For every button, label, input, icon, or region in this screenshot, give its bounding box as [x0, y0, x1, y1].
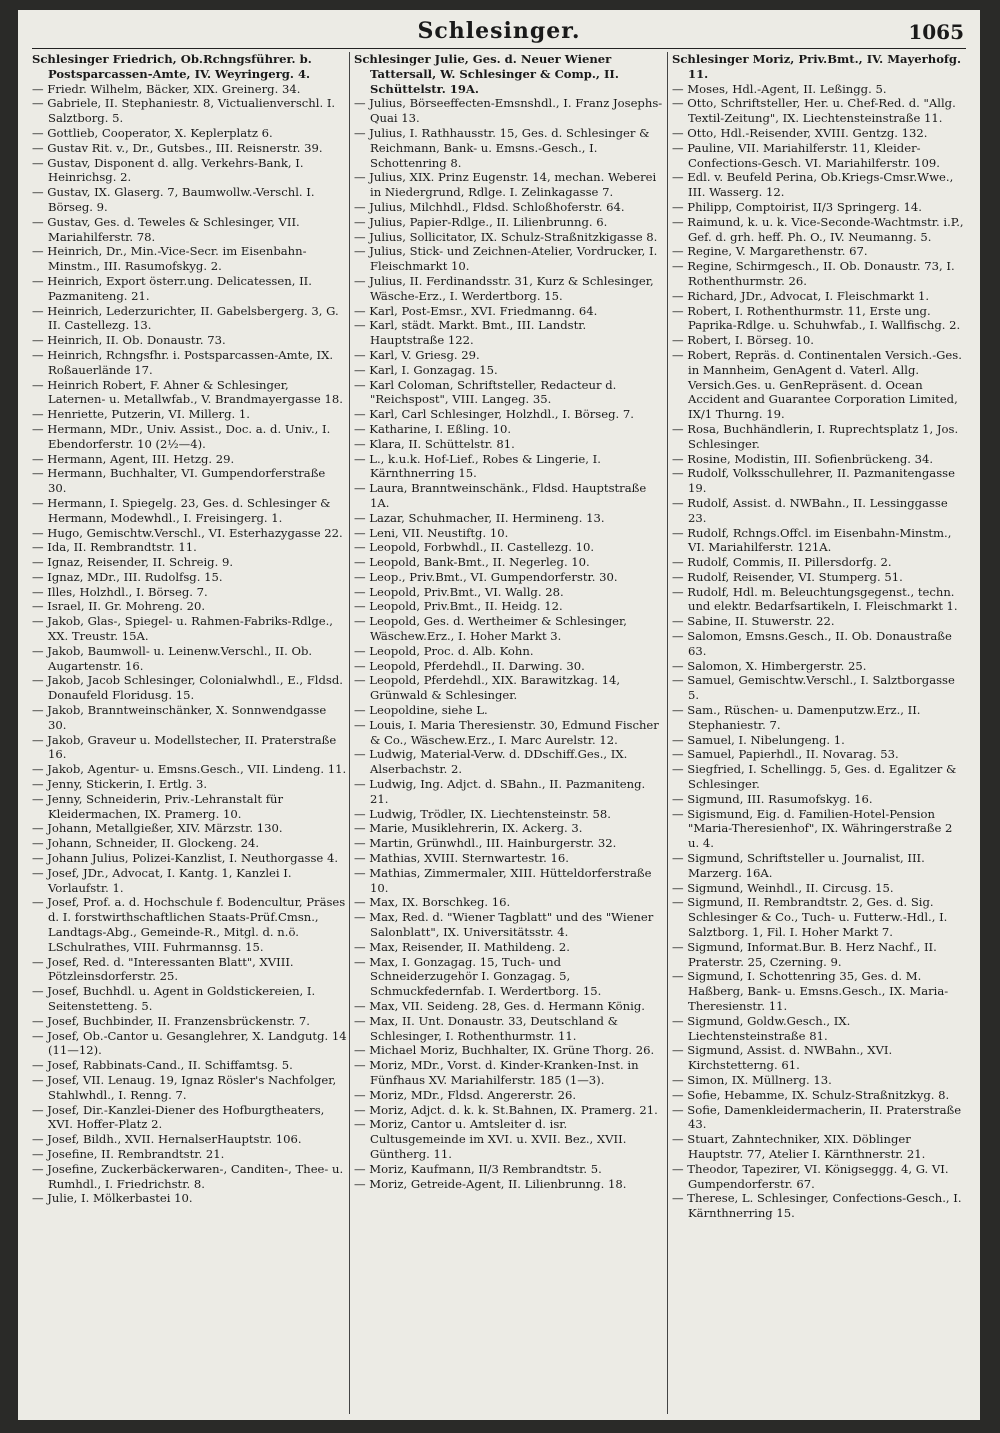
directory-entry: — Leop., Priv.Bmt., VI. Gumpendorferstr. 30. — [354, 569, 618, 584]
directory-entry: — Jakob, Jacob Schlesinger, Colonialwhdl., E., Fldsd. Donaufeld Floridusg. 15. — [32, 673, 343, 703]
directory-entry: — Israel, II. Gr. Mohreng. 20. — [32, 599, 206, 614]
directory-entry: — Otto, Hdl.-Reisender, XVIII. Gentzg. 132. — [672, 125, 928, 140]
directory-entry: — Moriz, MDr., Vorst. d. Kinder-Kranken-Inst. in Fünfhaus XV. Mariahilferstr. 185 (1—3). — [354, 1058, 639, 1087]
directory-entry: — Simon, IX. Müllnerg. 13. — [672, 1072, 832, 1087]
directory-entry: — Regine, Schirmgesch., II. Ob. Donaustr. 73, I. Rothenthurmstr. 26. — [672, 259, 955, 288]
directory-entry: — Karl, Post-Emsr., XVI. Friedmanng. 64. — [354, 303, 598, 318]
directory-entry: — Ignaz, Reisender, II. Schreig. 9. — [32, 555, 234, 570]
column-divider — [349, 52, 350, 1414]
directory-entry: — Gustav, IX. Glaserg. 7, Baumwollw.-Verschl. I. Börseg. 9. — [32, 185, 315, 214]
directory-entry: — Rudolf, Assist. d. NWBahn., II. Lessinggasse 23. — [672, 495, 948, 525]
directory-entry: — Leopold, Priv.Bmt., VI. Wallg. 28. — [354, 584, 564, 599]
directory-entry: — Julius, Papier-Rdlge., II. Lilienbrunng. 6. — [354, 214, 608, 229]
directory-page — [18, 10, 980, 1420]
directory-entry: — Julie, I. Mölkerbastei 10. — [32, 1191, 193, 1206]
directory-entry: — Moses, Hdl.-Agent, II. Leßingg. 5. — [672, 81, 887, 96]
directory-entry: — Karl, I. Gonzagag. 15. — [354, 362, 498, 377]
directory-entry: — Josef, Buchbinder, II. Franzensbrückenstr. 7. — [32, 1013, 310, 1028]
directory-entry: — Robert, Repräs. d. Continentalen Versich.-Ges. in Mannheim, GenAgent d. Vaterl. Allg. Versich.Ges. u. GenRepräsent. d. Ocean Accident and Guarantee Corporation Limited, IX/1 Thurng. 19. — [672, 347, 962, 422]
directory-entry: — Martin, Grünwhdl., III. Hainburgerstr. 32. — [354, 836, 617, 851]
directory-entry: — Sigmund, Schriftsteller u. Journalist, III. Marzerg. 16A. — [672, 851, 925, 880]
directory-entry: — Karl, V. Griesg. 29. — [354, 347, 480, 362]
directory-entry: — Sofie, Damenkleidermacherin, II. Praterstraße 43. — [672, 1102, 962, 1132]
directory-entry: — Philipp, Comptoirist, II/3 Springerg. 14. — [672, 199, 922, 214]
directory-entry: — Leopold, Pferdehdl., XIX. Barawitzkag. 14, Grünwald & Schlesinger. — [354, 673, 621, 703]
directory-entry: — Josef, Red. d. "Interessanten Blatt", XVIII. Pötzleinsdorferstr. 25. — [32, 954, 294, 984]
directory-entry: — Moriz, Adjct. d. k. k. St.Bahnen, IX. Pramerg. 21. — [354, 1102, 658, 1117]
directory-entry: — Josef, Prof. a. d. Hochschule f. Bodencultur, Präses d. I. forstwirthschaftlichen Staats-Prüf.Cmsn., Landtags-Abg., Gemeinde-R., Mitgl. d. n.ö. LSchulrathes, VIII. Fuhrmannsg. 15. — [32, 895, 346, 954]
page-title: Schlesinger. — [417, 18, 581, 44]
directory-entry: — Rudolf, Reisender, VI. Stumperg. 51. — [672, 569, 903, 584]
directory-entry: — Henriette, Putzerin, VI. Millerg. 1. — [32, 407, 250, 422]
directory-entry: — Karl, städt. Markt. Bmt., III. Landstr. Hauptstraße 122. — [354, 318, 587, 348]
directory-entry: — Katharine, I. Eßling. 10. — [354, 421, 512, 436]
directory-entry: — Johann Julius, Polizei-Kanzlist, I. Neuthorgasse 4. — [32, 851, 338, 866]
directory-entry: — Josef, Bildh., XVII. HernalserHauptstr. 106. — [32, 1132, 302, 1147]
directory-entry: — Josef, JDr., Advocat, I. Kantg. 1, Kanzlei I. Vorlaufstr. 1. — [32, 865, 292, 895]
directory-entry: Schlesinger Julie, Ges. d. Neuer Wiener Tattersall, W. Schlesinger & Comp., II. Schüttelstr. 19A. — [354, 52, 619, 96]
directory-entry: — Julius, II. Ferdinandsstr. 31, Kurz & Schlesinger, Wäsche-Erz., I. Werdertborg. 15. — [354, 273, 654, 303]
directory-entry: — Sam., Rüschen- u. Damenputzw.Erz., II. Stephaniestr. 7. — [672, 703, 921, 732]
directory-entry: — Moriz, Cantor u. Amtsleiter d. isr. Cultusgemeinde im XVI. u. XVII. Bez., XVII. Güntherg. 11. — [354, 1117, 627, 1161]
directory-entry: — Otto, Schriftsteller, Her. u. Chef-Red. d. "Allg. Textil-Zeitung", IX. Liechtensteinstraße 11. — [672, 96, 956, 126]
directory-entry: — Johann, Metallgießer, XIV. Märzstr. 130. — [32, 821, 283, 836]
directory-entry: — Sabine, II. Stuwerstr. 22. — [672, 614, 835, 629]
directory-entry: — Regine, V. Margarethenstr. 67. — [672, 244, 868, 259]
directory-entry: — Moriz, MDr., Fldsd. Angererstr. 26. — [354, 1087, 577, 1102]
directory-entry: — Heinrich, Dr., Min.-Vice-Secr. im Eisenbahn-Minstm., III. Rasumofskyg. 2. — [32, 244, 307, 274]
directory-entry: — Leopoldine, siehe L. — [354, 703, 488, 718]
directory-entry: — Leopold, Ges. d. Wertheimer & Schlesinger, Wäschew.Erz., I. Hoher Markt 3. — [354, 614, 627, 644]
directory-entry: — Karl, Carl Schlesinger, Holzhdl., I. Börseg. 7. — [354, 407, 634, 422]
directory-entry: — Max, VII. Seideng. 28, Ges. d. Hermann König. — [354, 999, 645, 1013]
column-3 — [672, 52, 964, 1414]
page-header — [18, 16, 980, 48]
directory-entry: — Josef, Buchhdl. u. Agent in Goldstickereien, I. Seitenstetteng. 5. — [32, 984, 316, 1013]
directory-entry: — Klara, II. Schüttelstr. 81. — [354, 436, 515, 451]
directory-entry: — Raimund, k. u. k. Vice-Seconde-Wachtmstr. i.P., Gef. d. grh. heff. Ph. O., IV. Neumanng. 5. — [672, 214, 964, 244]
directory-entry: — Pauline, VII. Mariahilferstr. 11, Kleider-Confections-Gesch. VI. Mariahilferstr. 109. — [672, 140, 940, 170]
directory-entry: — Hermann, MDr., Univ. Assist., Doc. a. d. Univ., I. Ebendorferstr. 10 (2½—4). — [32, 421, 331, 451]
directory-entry: — Sigmund, I. Schottenring 35, Ges. d. M. Haßberg, Bank- u. Emsns.Gesch., IX. Maria-Theresienstr. 11. — [672, 969, 949, 1013]
column-2 — [354, 52, 664, 1414]
directory-entry: — Salomon, X. Himbergerstr. 25. — [672, 658, 867, 673]
page-number: 1065 — [908, 20, 964, 44]
directory-entry: — Rudolf, Rchngs.Offcl. im Eisenbahn-Minstm., VI. Mariahilferstr. 121A. — [672, 525, 952, 555]
directory-entry: — Sigmund, III. Rasumofskyg. 16. — [672, 791, 873, 806]
directory-entry: — Leni, VII. Neustiftg. 10. — [354, 525, 509, 540]
directory-entry: — Hermann, I. Spiegelg. 23, Ges. d. Schlesinger & Hermann, Modewhdl., I. Freisingerg. 1. — [32, 495, 331, 525]
directory-entry: — Mathias, XVIII. Sternwartestr. 16. — [354, 851, 569, 866]
directory-entry: — Rosa, Buchhändlerin, I. Ruprechtsplatz 1, Jos. Schlesinger. — [672, 421, 959, 451]
directory-entry: — Gabriele, II. Stephaniestr. 8, Victualienverschl. I. Salztborg. 5. — [32, 96, 336, 126]
directory-entry: — Leopold, Bank-Bmt., II. Negerleg. 10. — [354, 555, 590, 570]
directory-entry: — Josef, VII. Lenaug. 19, Ignaz Rösler's Nachfolger, Stahlwhdl., I. Renng. 7. — [32, 1072, 337, 1102]
directory-entry: — Mathias, Zimmermaler, XIII. Hütteldorferstraße 10. — [354, 865, 652, 895]
directory-entry: Schlesinger Friedrich, Ob.Rchngsführer. b. Postsparcassen-Amte, IV. Weyringerg. 4. — [32, 52, 312, 81]
directory-entry: — Ignaz, MDr., III. Rudolfsg. 15. — [32, 569, 223, 584]
directory-entry: — Theodor, Tapezirer, VI. Königseggg. 4, G. VI. Gumpendorferstr. 67. — [672, 1161, 949, 1191]
directory-entry: — Julius, I. Rathhausstr. 15, Ges. d. Schlesinger & Reichmann, Bank- u. Emsns.-Gesch., I. Schottenring 8. — [354, 125, 650, 170]
directory-entry: — Rudolf, Hdl. m. Beleuchtungsgegenst., techn. und elektr. Bedarfsartikeln, I. Fleischmarkt 1. — [672, 584, 958, 614]
directory-entry: — Ludwig, Trödler, IX. Liechtensteinstr. 58. — [354, 806, 611, 821]
directory-entry: — Gustav, Disponent d. allg. Verkehrs-Bank, I. Heinrichsg. 2. — [32, 155, 304, 185]
directory-entry: — Richard, JDr., Advocat, I. Fleischmarkt 1. — [672, 288, 930, 303]
directory-entry: — Moriz, Getreide-Agent, II. Lilienbrunng. 18. — [354, 1176, 627, 1191]
directory-entry: — Josef, Ob.-Cantor u. Gesanglehrer, X. Landgutg. 14 (11—12). — [32, 1028, 347, 1058]
directory-entry: — Leopold, Pferdehdl., II. Darwing. 30. — [354, 658, 585, 673]
directory-entry: — Sigmund, II. Rembrandtstr. 2, Ges. d. Sig. Schlesinger & Co., Tuch- u. Futterw.-Hdl., I. Salztborg. 1, Fil. I. Hoher Markt 7. — [672, 895, 948, 940]
directory-entry: — Jakob, Agentur- u. Emsns.Gesch., VII. Lindeng. 11. — [32, 762, 347, 777]
directory-entry: — Heinrich, Lederzurichter, II. Gabelsbergerg. 3, G. II. Castellezg. 13. — [32, 303, 339, 333]
directory-entry: — Sofie, Hebamme, IX. Schulz-Straßnitzkyg. 8. — [672, 1087, 950, 1102]
directory-entry: — Hermann, Buchhalter, VI. Gumpendorferstraße 30. — [32, 466, 326, 496]
directory-entry: — Samuel, Gemischtw.Verschl., I. Salztborgasse 5. — [672, 673, 955, 703]
directory-entry: — Rosine, Modistin, III. Sofienbrückeng. 34. — [672, 451, 934, 466]
directory-entry: — Max, II. Unt. Donaustr. 33, Deutschland & Schlesinger, I. Rothenthurmstr. 11. — [354, 1013, 618, 1043]
directory-entry: — Marie, Musiklehrerin, IX. Ackerg. 3. — [354, 821, 583, 836]
directory-entry: — Jakob, Graveur u. Modellstecher, II. Praterstraße 16. — [32, 732, 337, 762]
directory-entry: — Leopold, Forbwhdl., II. Castellezg. 10. — [354, 540, 595, 555]
directory-entry: — Karl Coloman, Schriftsteller, Redacteur d. "Reichspost", VIII. Langeg. 35. — [354, 377, 617, 407]
directory-entry: — Julius, Stick- und Zeichnen-Atelier, Vordrucker, I. Fleischmarkt 10. — [354, 244, 658, 274]
directory-entry: — Josefine, II. Rembrandtstr. 21. — [32, 1146, 225, 1161]
directory-entry: — Max, IX. Borschkeg. 16. — [354, 895, 511, 910]
directory-entry: — Rudolf, Volksschullehrer, II. Pazmanitengasse 19. — [672, 466, 955, 496]
directory-entry: — Jenny, Schneiderin, Priv.-Lehranstalt für Kleidermachen, IX. Pramerg. 10. — [32, 791, 284, 821]
directory-entry: — Johann, Schneider, II. Glockeng. 24. — [32, 836, 260, 851]
directory-entry: — Gottlieb, Cooperator, X. Keplerplatz 6. — [32, 125, 273, 140]
directory-entry: — Heinrich, Export österr.ung. Delicatessen, II. Pazmaniteng. 21. — [32, 273, 312, 303]
header-rule — [32, 48, 966, 49]
directory-entry: — Samuel, Papierhdl., II. Novarag. 53. — [672, 747, 899, 762]
directory-entry: — Heinrich, II. Ob. Donaustr. 73. — [32, 333, 226, 348]
directory-entry: — Josefine, Zuckerbäckerwaren-, Canditen-, Thee- u. Rumhdl., I. Friedrichstr. 8. — [32, 1161, 344, 1191]
directory-entry: — Siegfried, I. Schellingg. 5, Ges. d. Egalitzer & Schlesinger. — [672, 762, 957, 792]
directory-entry: — Jenny, Stickerin, I. Ertlg. 3. — [32, 777, 208, 792]
directory-entry: — Laura, Branntweinschänk., Fldsd. Hauptstraße 1A. — [354, 481, 647, 510]
directory-entry: — Ludwig, Ing. Adjct. d. SBahn., II. Pazmaniteng. 21. — [354, 777, 646, 806]
directory-entry: — L., k.u.k. Hof-Lief., Robes & Lingerie, I. Kärnthnerring 15. — [354, 451, 601, 481]
directory-entry: — Leopold, Proc. d. Alb. Kohn. — [354, 643, 534, 658]
directory-entry: — Sigmund, Assist. d. NWBahn., XVI. Kirchstetterng. 61. — [672, 1043, 893, 1073]
directory-entry: — Robert, I. Rothenthurmstr. 11, Erste ung. Paprika-Rdlge. u. Schuhwfab., I. Wallfischg. 2. — [672, 303, 961, 333]
directory-entry: — Julius, XIX. Prinz Eugenstr. 14, mechan. Weberei in Niedergrund, Rdlge. I. Zelinkagasse 7. — [354, 170, 657, 200]
directory-entry: — Robert, I. Börseg. 10. — [672, 333, 814, 348]
directory-entry: — Jakob, Branntweinschänker, X. Sonnwendgasse 30. — [32, 703, 327, 732]
directory-entry: — Heinrich Robert, F. Ahner & Schlesinger, Laternen- u. Metallwfab., V. Brandmayergasse 18. — [32, 377, 343, 407]
directory-entry: — Rudolf, Commis, II. Pillersdorfg. 2. — [672, 555, 892, 570]
directory-entry: — Josef, Dir.-Kanzlei-Diener des Hofburgtheaters, XVI. Hoffer-Platz 2. — [32, 1102, 325, 1132]
directory-entry: — Ida, II. Rembrandtstr. 11. — [32, 540, 197, 555]
column-1 — [32, 52, 347, 1414]
directory-entry: — Lazar, Schuhmacher, II. Hermineng. 13. — [354, 510, 605, 525]
directory-entry: — Josef, Rabbinats-Cand., II. Schiffamtsg. 5. — [32, 1058, 293, 1073]
directory-entry: — Salomon, Emsns.Gesch., II. Ob. Donaustraße 63. — [672, 629, 952, 658]
directory-entry: — Michael Moriz, Buchhalter, IX. Grüne Thorg. 26. — [354, 1043, 655, 1058]
columns — [32, 52, 966, 1414]
directory-entry: — Ludwig, Material-Verw. d. DDschiff.Ges., IX. Alserbachstr. 2. — [354, 747, 628, 777]
directory-entry: — Hermann, Agent, III. Hetzg. 29. — [32, 451, 235, 466]
directory-entry: Schlesinger Moriz, Priv.Bmt., IV. Mayerhofg. 11. — [672, 52, 962, 81]
directory-entry: — Max, I. Gonzagag. 15, Tuch- und Schneiderzugehör I. Gonzagag. 5, Schmuckfedernfab. I. Werdertborg. 15. — [354, 954, 602, 999]
directory-entry: — Leopold, Priv.Bmt., II. Heidg. 12. — [354, 599, 563, 614]
directory-entry: — Sigmund, Goldw.Gesch., IX. Liechtensteinstraße 81. — [672, 1013, 851, 1043]
directory-entry: — Julius, Börseeffecten-Emsnshdl., I. Franz Josephs-Quai 13. — [354, 96, 663, 126]
directory-entry: — Therese, L. Schlesinger, Confections-Gesch., I. Kärnthnerring 15. — [672, 1191, 962, 1221]
directory-entry: — Jakob, Glas-, Spiegel- u. Rahmen-Fabriks-Rdlge., XX. Treustr. 15A. — [32, 614, 333, 644]
directory-entry: — Max, Reisender, II. Mathildeng. 2. — [354, 939, 570, 954]
directory-entry: — Illes, Holzhdl., I. Börseg. 7. — [32, 584, 208, 599]
column-divider — [667, 52, 668, 1414]
directory-entry: — Edl. v. Beufeld Perina, Ob.Kriegs-Cmsr.Wwe., III. Wasserg. 12. — [672, 170, 954, 200]
directory-entry: — Gustav Rit. v., Dr., Gutsbes., III. Reisnerstr. 39. — [32, 140, 323, 155]
directory-entry: — Sigmund, Weinhdl., II. Circusg. 15. — [672, 880, 894, 895]
directory-entry: — Louis, I. Maria Theresienstr. 30, Edmund Fischer & Co., Wäschew.Erz., I. Marc Aurelstr. 12. — [354, 717, 659, 747]
directory-entry: — Hugo, Gemischtw.Verschl., VI. Esterhazygasse 22. — [32, 525, 343, 540]
directory-entry: — Sigismund, Eig. d. Familien-Hotel-Pension "Maria-Theresienhof", IX. Währingerstraße 2 u. 4. — [672, 806, 953, 851]
directory-entry: — Max, Red. d. "Wiener Tagblatt" und des "Wiener Salonblatt", IX. Universitätsstr. 4. — [354, 910, 654, 940]
directory-entry: — Jakob, Baumwoll- u. Leinenw.Verschl., II. Ob. Augartenstr. 16. — [32, 643, 313, 673]
directory-entry: — Heinrich, Rchngsfhr. i. Postsparcassen-Amte, IX. Roßauerlände 17. — [32, 347, 334, 377]
directory-entry: — Friedr. Wilhelm, Bäcker, XIX. Greinerg. 34. — [32, 81, 301, 96]
directory-entry: — Sigmund, Informat.Bur. B. Herz Nachf., II. Praterstr. 25, Czerning. 9. — [672, 939, 937, 969]
directory-entry: — Stuart, Zahntechniker, XIX. Döblinger Hauptstr. 77, Atelier I. Kärnthnerstr. 21. — [672, 1132, 926, 1161]
directory-entry: — Moriz, Kaufmann, II/3 Rembrandtstr. 5. — [354, 1161, 602, 1176]
directory-entry: — Samuel, I. Nibelungeng. 1. — [672, 732, 845, 747]
directory-entry: — Julius, Sollicitator, IX. Schulz-Straßnitzkigasse 8. — [354, 229, 658, 244]
directory-entry: — Julius, Milchhdl., Fldsd. Schloßhoferstr. 64. — [354, 199, 625, 214]
directory-entry: — Gustav, Ges. d. Teweles & Schlesinger, VII. Mariahilferstr. 78. — [32, 214, 300, 244]
